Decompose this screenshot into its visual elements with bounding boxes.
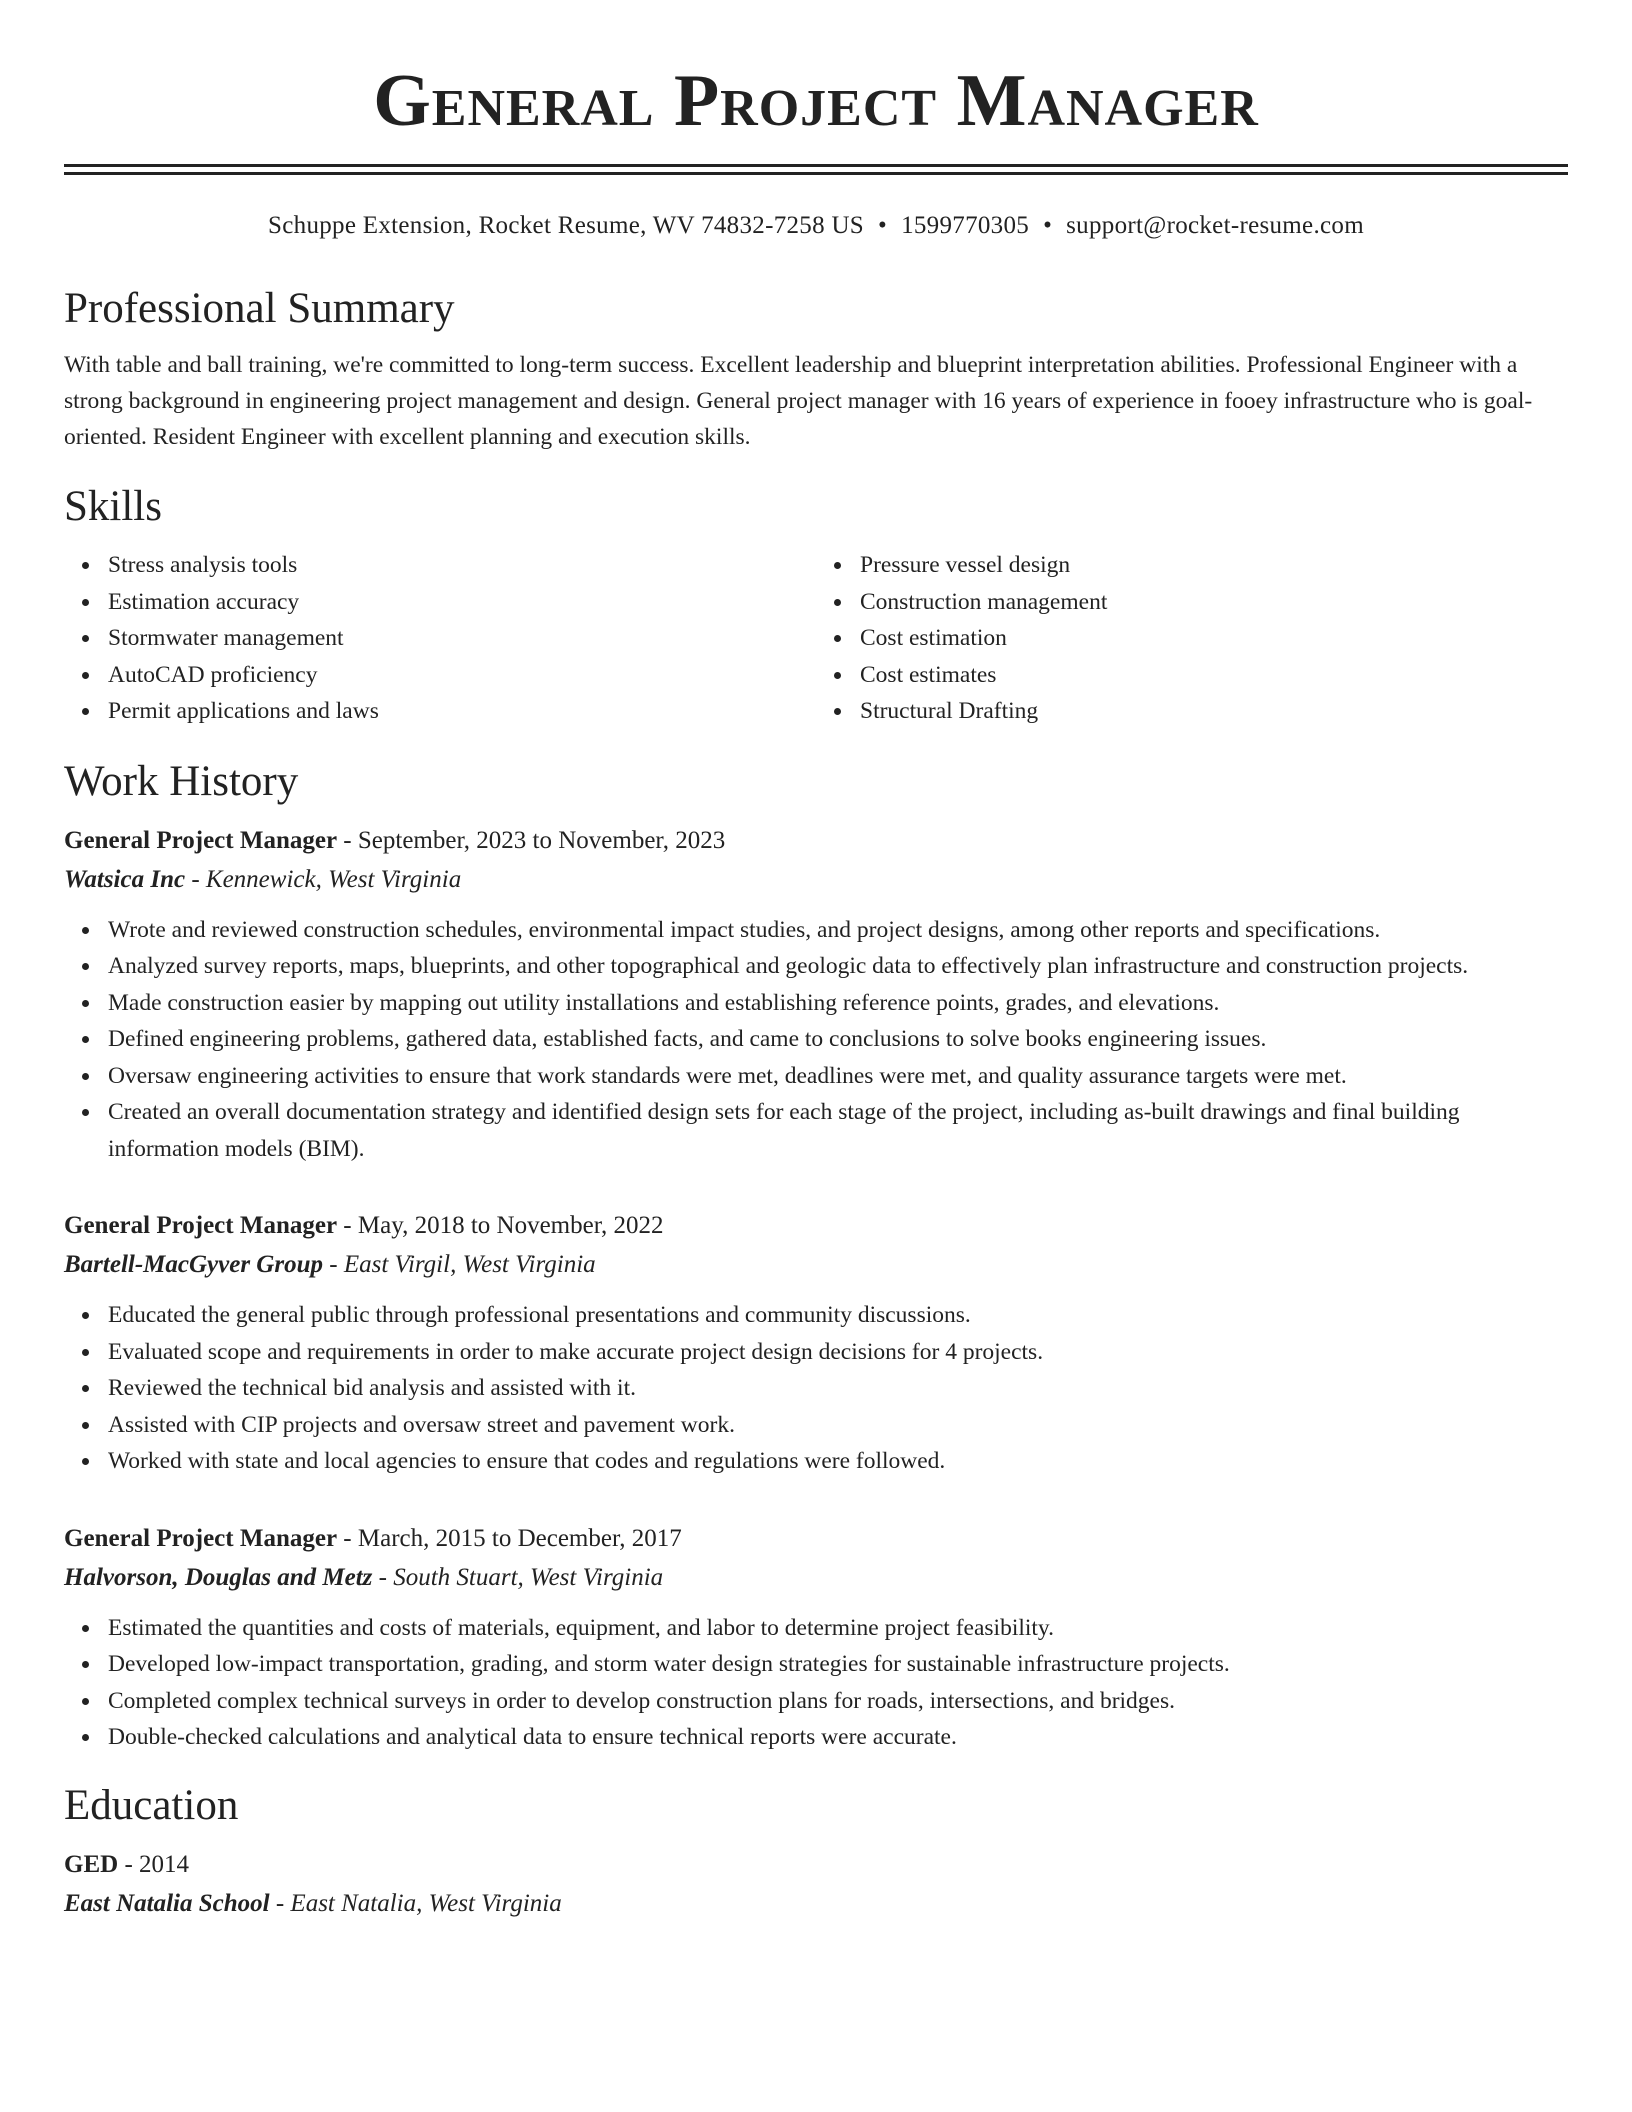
job-entry: [64, 1207, 1568, 1480]
skills-column-left: [64, 547, 816, 730]
dash-separator: -: [337, 826, 358, 854]
job-bullet: Defined engineering problems, gathered data, established facts, and came to conclusions to solve books engineering issues.: [108, 1021, 1568, 1058]
skills-list: [64, 547, 1568, 730]
job-company-line: [64, 860, 1568, 900]
contact-separator: •: [1043, 212, 1053, 239]
job-bullet: Developed low-impact transportation, grading, and storm water design strategies for sustainable infrastructure projects.: [108, 1646, 1568, 1683]
skills-column-right: [816, 547, 1568, 730]
dash-separator: -: [269, 1889, 291, 1917]
job-bullets: [64, 1610, 1568, 1756]
skills-heading: Skills: [64, 483, 162, 530]
education-location: East Natalia, West Virginia: [290, 1889, 562, 1917]
work-history-heading: Work History: [64, 757, 299, 805]
contact-address: Schuppe Extension, Rocket Resume, WV 74832-7258 US: [268, 212, 865, 239]
job-bullet: Reviewed the technical bid analysis and assisted with it.: [108, 1370, 1568, 1407]
job-entry: [64, 1520, 1568, 1756]
dash-separator: -: [323, 1251, 344, 1278]
education-year: 2014: [139, 1850, 190, 1878]
contact-phone: 1599770305: [901, 212, 1030, 239]
job-title-line: [64, 1207, 1568, 1245]
job-company: Bartell-MacGyver Group: [64, 1251, 323, 1278]
dash-separator: -: [337, 1212, 358, 1239]
skill-item: Cost estimation: [860, 620, 1568, 657]
skill-item: Stress analysis tools: [108, 547, 816, 584]
skill-item: AutoCAD proficiency: [108, 657, 816, 694]
job-bullet: Made construction easier by mapping out utility installations and establishing reference points, grades, and elevations.: [108, 985, 1568, 1022]
job-title: General Project Manager: [64, 1524, 338, 1552]
job-title: General Project Manager: [64, 826, 338, 854]
job-location: Kennewick, West Virginia: [205, 865, 462, 893]
job-title-line: [64, 822, 1568, 860]
job-title-line: [64, 1520, 1568, 1558]
job-bullet: Wrote and reviewed construction schedules, environmental impact studies, and project designs, among other reports and specifications.: [108, 912, 1568, 949]
education-school: East Natalia School: [64, 1889, 270, 1917]
skill-item: Construction management: [860, 584, 1568, 621]
job-bullet: Estimated the quantities and costs of materials, equipment, and labor to determine project feasibility.: [108, 1610, 1568, 1647]
dash-separator: -: [118, 1850, 140, 1878]
job-bullet: Double-checked calculations and analytical data to ensure technical reports were accurate.: [108, 1719, 1568, 1756]
job-bullet: Completed complex technical surveys in order to develop construction plans for roads, intersections, and bridges.: [108, 1683, 1568, 1720]
job-title: General Project Manager: [64, 1212, 338, 1239]
job-entry: [64, 822, 1568, 1168]
education-heading: Education: [64, 1781, 239, 1829]
skill-item: Structural Drafting: [860, 693, 1568, 730]
education-school-line: [64, 1884, 1568, 1924]
education-degree-line: [64, 1846, 1568, 1884]
resume-name: General Project Manager: [373, 60, 1259, 142]
dash-separator: -: [185, 865, 206, 893]
contact-separator: •: [878, 212, 888, 239]
job-bullet: Educated the general public through professional presentations and community discussions.: [108, 1297, 1568, 1334]
skill-item: Estimation accuracy: [108, 584, 816, 621]
education-degree: GED: [64, 1850, 119, 1878]
job-location: East Virgil, West Virginia: [343, 1251, 596, 1278]
skill-item: Pressure vessel design: [860, 547, 1568, 584]
job-bullet: Oversaw engineering activities to ensure that work standards were met, deadlines were met, and quality assurance targets were met.: [108, 1058, 1568, 1095]
summary-text: With table and ball training, we're committed to long-term success. Excellent leadership and blueprint interpretation abilities. Professional Engineer with a strong background in engineering project management and design. General project manager with 16 years of experience in fooey infrastructure who is goal-oriented. Resident Engineer with excellent planning and execution skills.: [64, 352, 1533, 450]
dash-separator: -: [372, 1563, 394, 1591]
contact-line: [64, 211, 1568, 241]
job-bullet: Analyzed survey reports, maps, blueprints, and other topographical and geologic data to effectively plan infrastructure and construction projects.: [108, 948, 1568, 985]
header-double-rule: [64, 164, 1568, 175]
skill-item: Stormwater management: [108, 620, 816, 657]
job-dates: March, 2015 to December, 2017: [357, 1524, 682, 1552]
job-bullets: [64, 1297, 1568, 1480]
job-company-line: [64, 1245, 1568, 1285]
job-bullet: Worked with state and local agencies to ensure that codes and regulations were followed.: [108, 1443, 1568, 1480]
skill-item: Cost estimates: [860, 657, 1568, 694]
job-dates: September, 2023 to November, 2023: [357, 826, 726, 854]
contact-email: support@rocket-resume.com: [1066, 212, 1364, 239]
job-company: Watsica Inc: [64, 865, 186, 893]
job-company-line: [64, 1558, 1568, 1598]
job-bullet: Evaluated scope and requirements in order to make accurate project design decisions for 4 projects.: [108, 1334, 1568, 1371]
job-bullet: Created an overall documentation strategy and identified design sets for each stage of the project, including as-built drawings and final building information models (BIM).: [108, 1094, 1568, 1167]
job-company: Halvorson, Douglas and Metz: [64, 1563, 373, 1591]
job-bullet: Assisted with CIP projects and oversaw street and pavement work.: [108, 1407, 1568, 1444]
job-dates: May, 2018 to November, 2022: [357, 1212, 664, 1239]
dash-separator: -: [337, 1524, 358, 1552]
summary-heading: Professional Summary: [64, 285, 455, 332]
skill-item: Permit applications and laws: [108, 693, 816, 730]
education-entry: [64, 1846, 1568, 1924]
job-bullets: [64, 912, 1568, 1168]
job-location: South Stuart, West Virginia: [393, 1563, 664, 1591]
